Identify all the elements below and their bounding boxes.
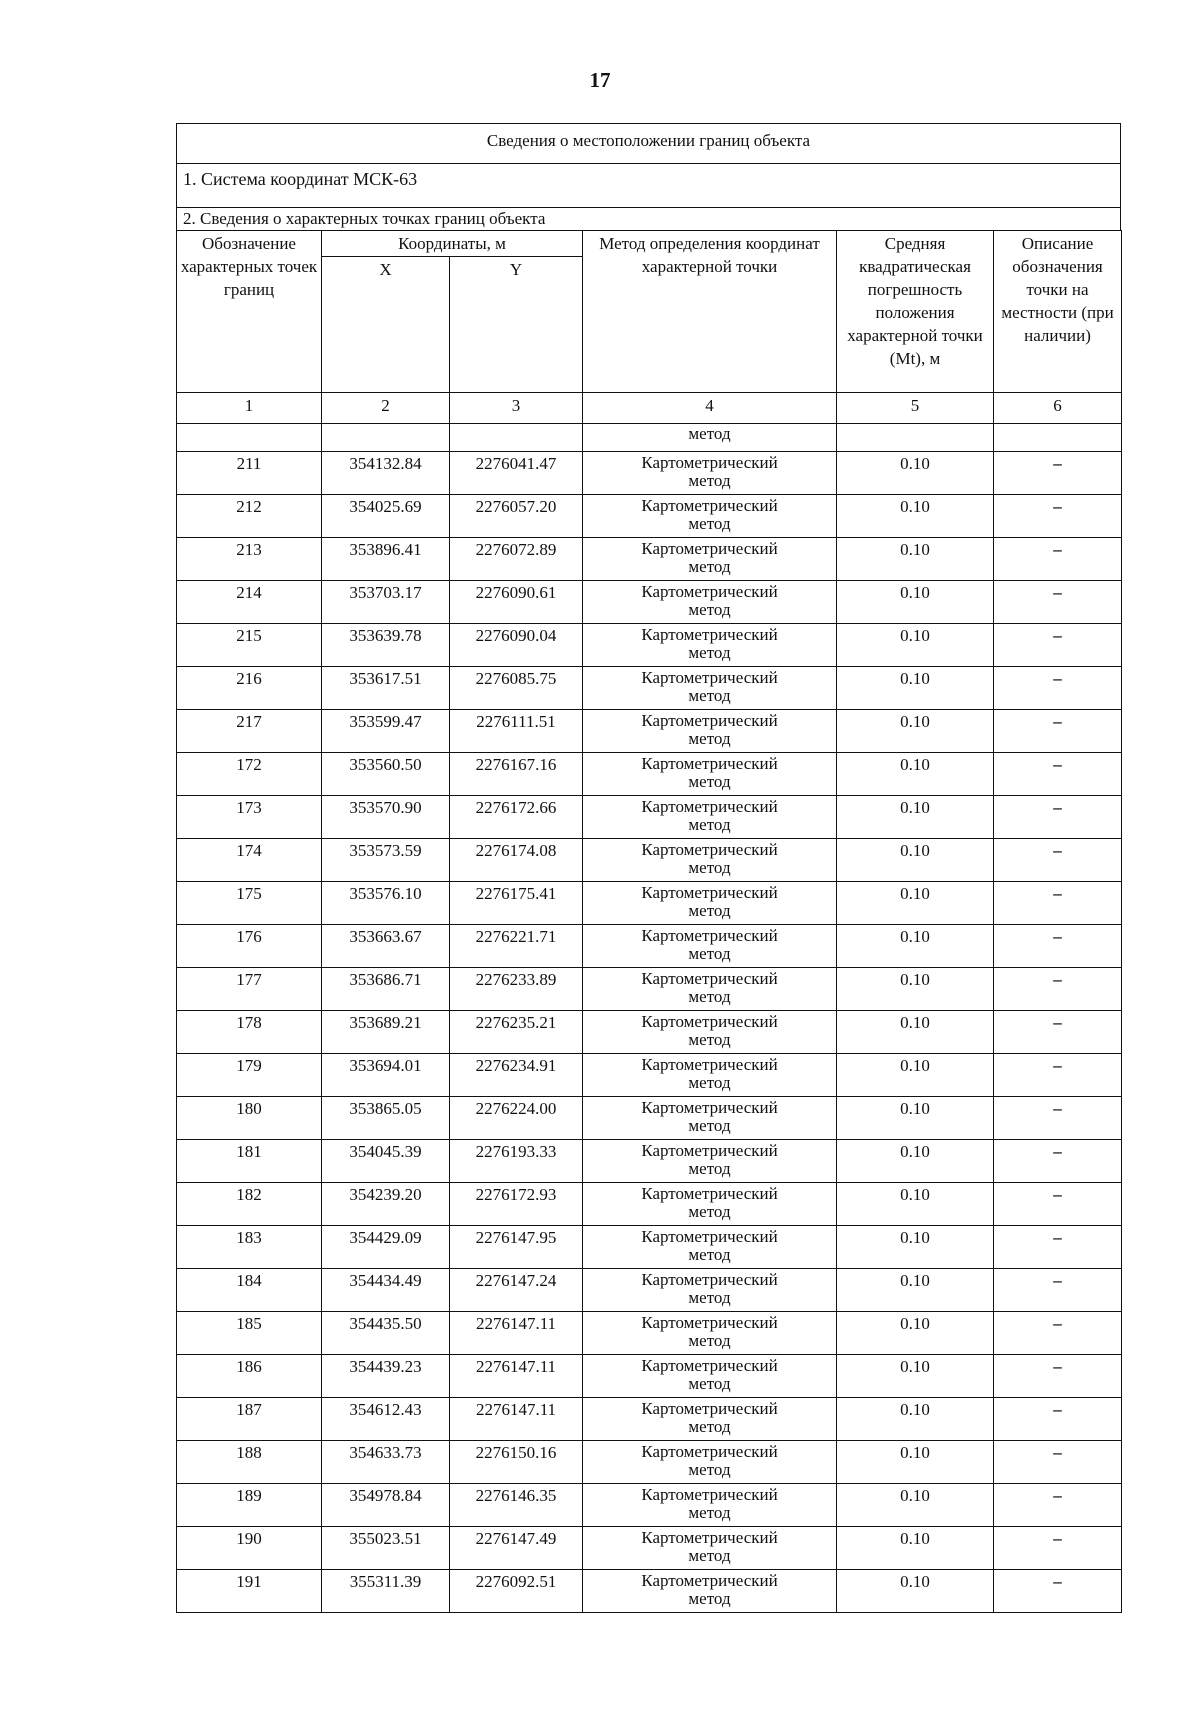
description-value: – bbox=[994, 538, 1122, 581]
point-number: 177 bbox=[177, 968, 322, 1011]
method-line2: метод bbox=[688, 686, 731, 705]
description-value: – bbox=[994, 1527, 1122, 1570]
coord-y: 2276092.51 bbox=[450, 1570, 583, 1613]
method-line2: метод bbox=[688, 1202, 731, 1221]
method-line2: метод bbox=[688, 858, 731, 877]
coord-x: 353573.59 bbox=[322, 839, 450, 882]
point-number: 190 bbox=[177, 1527, 322, 1570]
error-value: 0.10 bbox=[837, 538, 994, 581]
point-number: 175 bbox=[177, 882, 322, 925]
description-value: – bbox=[994, 1226, 1122, 1269]
col-header-y: Y bbox=[450, 257, 583, 393]
coord-y: 2276150.16 bbox=[450, 1441, 583, 1484]
method-cell bbox=[583, 925, 837, 968]
method-cell bbox=[583, 839, 837, 882]
error-value: 0.10 bbox=[837, 624, 994, 667]
method-cell bbox=[583, 1312, 837, 1355]
method-line1: Картометрический bbox=[641, 1571, 778, 1590]
table-row bbox=[177, 882, 1122, 925]
error-value: 0.10 bbox=[837, 968, 994, 1011]
coord-y: 2276147.95 bbox=[450, 1226, 583, 1269]
error-value: 0.10 bbox=[837, 495, 994, 538]
error-value: 0.10 bbox=[837, 1484, 994, 1527]
coord-y: 2276147.49 bbox=[450, 1527, 583, 1570]
continued-row bbox=[177, 424, 1122, 452]
method-line1: Картометрический bbox=[641, 668, 778, 687]
method-line1: Картометрический bbox=[641, 1141, 778, 1160]
table-row bbox=[177, 495, 1122, 538]
method-line1: Картометрический bbox=[641, 926, 778, 945]
coord-x: 354132.84 bbox=[322, 452, 450, 495]
coord-x: 354439.23 bbox=[322, 1355, 450, 1398]
coord-x: 353703.17 bbox=[322, 581, 450, 624]
coord-y: 2276147.11 bbox=[450, 1398, 583, 1441]
error-value: 0.10 bbox=[837, 1054, 994, 1097]
method-line1: Картометрический bbox=[641, 797, 778, 816]
coord-x: 353896.41 bbox=[322, 538, 450, 581]
coord-x: 354612.43 bbox=[322, 1398, 450, 1441]
coord-x: 353617.51 bbox=[322, 667, 450, 710]
method-line1: Картометрический bbox=[641, 1227, 778, 1246]
table-row bbox=[177, 1097, 1122, 1140]
error-value: 0.10 bbox=[837, 1140, 994, 1183]
section-title: Сведения о местоположении границ объекта bbox=[176, 123, 1121, 163]
coord-y: 2276147.24 bbox=[450, 1269, 583, 1312]
table-row bbox=[177, 1183, 1122, 1226]
error-value: 0.10 bbox=[837, 1441, 994, 1484]
column-number: 6 bbox=[994, 393, 1122, 424]
method-line2: метод bbox=[688, 514, 731, 533]
description-value: – bbox=[994, 452, 1122, 495]
table-row bbox=[177, 925, 1122, 968]
point-number: 182 bbox=[177, 1183, 322, 1226]
table-row bbox=[177, 1398, 1122, 1441]
coord-x: 354045.39 bbox=[322, 1140, 450, 1183]
description-value: – bbox=[994, 1484, 1122, 1527]
coord-y: 2276090.04 bbox=[450, 624, 583, 667]
coord-x: 354239.20 bbox=[322, 1183, 450, 1226]
coord-y: 2276147.11 bbox=[450, 1355, 583, 1398]
method-cell bbox=[583, 1441, 837, 1484]
method-line1: Картометрический bbox=[641, 840, 778, 859]
table-row bbox=[177, 667, 1122, 710]
method-cell bbox=[583, 1398, 837, 1441]
coord-y: 2276233.89 bbox=[450, 968, 583, 1011]
error-value: 0.10 bbox=[837, 1570, 994, 1613]
method-line2: метод bbox=[688, 1073, 731, 1092]
boundaries-document bbox=[176, 123, 1121, 1613]
coord-x: 354429.09 bbox=[322, 1226, 450, 1269]
coord-x: 355311.39 bbox=[322, 1570, 450, 1613]
error-value: 0.10 bbox=[837, 1269, 994, 1312]
table-row bbox=[177, 581, 1122, 624]
col-header-coords: Координаты, м bbox=[322, 231, 583, 257]
point-number: 179 bbox=[177, 1054, 322, 1097]
method-cell bbox=[583, 1011, 837, 1054]
coord-x: 353686.71 bbox=[322, 968, 450, 1011]
description-value: – bbox=[994, 495, 1122, 538]
method-line1: Картометрический bbox=[641, 1528, 778, 1547]
description-value: – bbox=[994, 1441, 1122, 1484]
method-line2: метод bbox=[688, 471, 731, 490]
method-line2: метод bbox=[688, 772, 731, 791]
coord-y: 2276224.00 bbox=[450, 1097, 583, 1140]
method-line1: Картометрический bbox=[641, 539, 778, 558]
table-row bbox=[177, 1226, 1122, 1269]
method-line1: Картометрический bbox=[641, 1485, 778, 1504]
col-header-designation: Обозначение характерных точек границ bbox=[177, 231, 322, 393]
method-line1: Картометрический bbox=[641, 1270, 778, 1289]
method-line2: метод bbox=[688, 1331, 731, 1350]
error-value: 0.10 bbox=[837, 1312, 994, 1355]
column-number: 5 bbox=[837, 393, 994, 424]
point-number: 184 bbox=[177, 1269, 322, 1312]
page-number: 17 bbox=[589, 68, 611, 92]
coord-x: 354025.69 bbox=[322, 495, 450, 538]
coord-x: 353599.47 bbox=[322, 710, 450, 753]
coord-x: 354435.50 bbox=[322, 1312, 450, 1355]
coord-y: 2276172.66 bbox=[450, 796, 583, 839]
method-line2: метод bbox=[688, 1460, 731, 1479]
method-cell bbox=[583, 1054, 837, 1097]
table-row bbox=[177, 1140, 1122, 1183]
description-value: – bbox=[994, 882, 1122, 925]
method-cell bbox=[583, 1183, 837, 1226]
point-number: 212 bbox=[177, 495, 322, 538]
coord-y: 2276072.89 bbox=[450, 538, 583, 581]
description-value: – bbox=[994, 796, 1122, 839]
coord-x: 354633.73 bbox=[322, 1441, 450, 1484]
method-line1: Картометрический bbox=[641, 496, 778, 515]
col-header-error: Средняя квадратическая погрешность положения характерной точки (Mt), м bbox=[837, 231, 994, 393]
error-value: 0.10 bbox=[837, 925, 994, 968]
error-value: 0.10 bbox=[837, 1011, 994, 1054]
coordinate-system: 1. Система координат МСК-63 bbox=[176, 163, 1121, 207]
method-line2: метод bbox=[688, 1030, 731, 1049]
point-number: 189 bbox=[177, 1484, 322, 1527]
method-cell bbox=[583, 581, 837, 624]
point-number: 174 bbox=[177, 839, 322, 882]
method-cell bbox=[583, 882, 837, 925]
column-number: 1 bbox=[177, 393, 322, 424]
point-number: 172 bbox=[177, 753, 322, 796]
error-value: 0.10 bbox=[837, 581, 994, 624]
error-value: 0.10 bbox=[837, 796, 994, 839]
coord-x: 353689.21 bbox=[322, 1011, 450, 1054]
col-header-x: X bbox=[322, 257, 450, 393]
point-number: 176 bbox=[177, 925, 322, 968]
coord-x: 353576.10 bbox=[322, 882, 450, 925]
method-cell bbox=[583, 968, 837, 1011]
point-number: 216 bbox=[177, 667, 322, 710]
description-value: – bbox=[994, 581, 1122, 624]
method-line2: метод bbox=[688, 901, 731, 920]
coord-y: 2276175.41 bbox=[450, 882, 583, 925]
method-cell bbox=[583, 1570, 837, 1613]
table-row bbox=[177, 753, 1122, 796]
table-row bbox=[177, 1011, 1122, 1054]
error-value: 0.10 bbox=[837, 839, 994, 882]
error-value: 0.10 bbox=[837, 882, 994, 925]
table-row bbox=[177, 968, 1122, 1011]
method-cell bbox=[583, 452, 837, 495]
coord-y: 2276193.33 bbox=[450, 1140, 583, 1183]
cell-empty bbox=[450, 424, 583, 452]
error-value: 0.10 bbox=[837, 1527, 994, 1570]
description-value: – bbox=[994, 1312, 1122, 1355]
table-row bbox=[177, 1527, 1122, 1570]
cell-empty bbox=[994, 424, 1122, 452]
column-numbers-row bbox=[177, 393, 1122, 424]
column-number: 3 bbox=[450, 393, 583, 424]
coord-y: 2276146.35 bbox=[450, 1484, 583, 1527]
method-line1: Картометрический bbox=[641, 582, 778, 601]
method-line2: метод bbox=[688, 1116, 731, 1135]
points-section-title: 2. Сведения о характерных точках границ объекта bbox=[176, 207, 1121, 230]
description-value: – bbox=[994, 624, 1122, 667]
table-row bbox=[177, 538, 1122, 581]
point-number: 180 bbox=[177, 1097, 322, 1140]
table-row bbox=[177, 1312, 1122, 1355]
description-value: – bbox=[994, 1011, 1122, 1054]
coord-y: 2276057.20 bbox=[450, 495, 583, 538]
coord-y: 2276041.47 bbox=[450, 452, 583, 495]
error-value: 0.10 bbox=[837, 452, 994, 495]
method-line1: Картометрический bbox=[641, 1055, 778, 1074]
description-value: – bbox=[994, 925, 1122, 968]
col-header-method: Метод определения координат характерной точки bbox=[583, 231, 837, 393]
method-cell bbox=[583, 667, 837, 710]
error-value: 0.10 bbox=[837, 1097, 994, 1140]
description-value: – bbox=[994, 1269, 1122, 1312]
description-value: – bbox=[994, 1140, 1122, 1183]
method-cell bbox=[583, 753, 837, 796]
error-value: 0.10 bbox=[837, 667, 994, 710]
method-cell bbox=[583, 1269, 837, 1312]
cell-empty bbox=[177, 424, 322, 452]
method-line1: Картометрический bbox=[641, 1399, 778, 1418]
method-line2: метод bbox=[688, 1417, 731, 1436]
method-cell bbox=[583, 624, 837, 667]
coord-x: 353639.78 bbox=[322, 624, 450, 667]
method-line2: метод bbox=[688, 1374, 731, 1393]
table-row bbox=[177, 452, 1122, 495]
table-row bbox=[177, 710, 1122, 753]
point-number: 213 bbox=[177, 538, 322, 581]
coord-y: 2276172.93 bbox=[450, 1183, 583, 1226]
method-line1: Картометрический bbox=[641, 453, 778, 472]
method-cell bbox=[583, 1484, 837, 1527]
method-cell bbox=[583, 495, 837, 538]
column-number: 2 bbox=[322, 393, 450, 424]
coord-x: 355023.51 bbox=[322, 1527, 450, 1570]
point-number: 191 bbox=[177, 1570, 322, 1613]
method-cell bbox=[583, 1226, 837, 1269]
table-row bbox=[177, 1269, 1122, 1312]
method-line1: Картометрический bbox=[641, 711, 778, 730]
coord-x: 353570.90 bbox=[322, 796, 450, 839]
method-cell bbox=[583, 796, 837, 839]
col-header-description: Описание обозначения точки на местности (при наличии) bbox=[994, 231, 1122, 393]
continued-method: метод bbox=[583, 424, 837, 452]
point-number: 217 bbox=[177, 710, 322, 753]
method-line2: метод bbox=[688, 729, 731, 748]
description-value: – bbox=[994, 667, 1122, 710]
method-line1: Картометрический bbox=[641, 1356, 778, 1375]
table-row bbox=[177, 1441, 1122, 1484]
coord-y: 2276147.11 bbox=[450, 1312, 583, 1355]
table-row bbox=[177, 1484, 1122, 1527]
coord-y: 2276111.51 bbox=[450, 710, 583, 753]
column-number: 4 bbox=[583, 393, 837, 424]
coord-x: 353865.05 bbox=[322, 1097, 450, 1140]
description-value: – bbox=[994, 1183, 1122, 1226]
point-number: 178 bbox=[177, 1011, 322, 1054]
point-number: 185 bbox=[177, 1312, 322, 1355]
coord-y: 2276167.16 bbox=[450, 753, 583, 796]
point-number: 215 bbox=[177, 624, 322, 667]
point-number: 186 bbox=[177, 1355, 322, 1398]
coord-y: 2276090.61 bbox=[450, 581, 583, 624]
cell-empty bbox=[837, 424, 994, 452]
table-header-row bbox=[177, 231, 1122, 257]
method-line1: Картометрический bbox=[641, 1442, 778, 1461]
coord-x: 353560.50 bbox=[322, 753, 450, 796]
description-value: – bbox=[994, 839, 1122, 882]
method-cell bbox=[583, 710, 837, 753]
coord-x: 354434.49 bbox=[322, 1269, 450, 1312]
method-line2: метод bbox=[688, 1159, 731, 1178]
coord-x: 353694.01 bbox=[322, 1054, 450, 1097]
error-value: 0.10 bbox=[837, 1183, 994, 1226]
cell-empty bbox=[322, 424, 450, 452]
method-line2: метод bbox=[688, 1245, 731, 1264]
table-row bbox=[177, 624, 1122, 667]
description-value: – bbox=[994, 1570, 1122, 1613]
table-row bbox=[177, 1355, 1122, 1398]
method-line1: Картометрический bbox=[641, 969, 778, 988]
method-line2: метод bbox=[688, 643, 731, 662]
table-row bbox=[177, 839, 1122, 882]
method-line2: метод bbox=[688, 1589, 731, 1608]
method-line2: метод bbox=[688, 557, 731, 576]
point-number: 173 bbox=[177, 796, 322, 839]
error-value: 0.10 bbox=[837, 1226, 994, 1269]
method-line2: метод bbox=[688, 1546, 731, 1565]
description-value: – bbox=[994, 968, 1122, 1011]
method-cell bbox=[583, 1355, 837, 1398]
method-line1: Картометрический bbox=[641, 625, 778, 644]
method-cell bbox=[583, 1097, 837, 1140]
description-value: – bbox=[994, 1398, 1122, 1441]
method-cell bbox=[583, 1140, 837, 1183]
method-line1: Картометрический bbox=[641, 1012, 778, 1031]
method-line1: Картометрический bbox=[641, 1313, 778, 1332]
description-value: – bbox=[994, 1097, 1122, 1140]
description-value: – bbox=[994, 1054, 1122, 1097]
method-cell bbox=[583, 1527, 837, 1570]
error-value: 0.10 bbox=[837, 753, 994, 796]
method-line2: метод bbox=[688, 1288, 731, 1307]
method-line2: метод bbox=[688, 987, 731, 1006]
boundary-points-table bbox=[176, 230, 1122, 1613]
point-number: 211 bbox=[177, 452, 322, 495]
coord-y: 2276221.71 bbox=[450, 925, 583, 968]
coord-y: 2276235.21 bbox=[450, 1011, 583, 1054]
table-row bbox=[177, 1054, 1122, 1097]
point-number: 181 bbox=[177, 1140, 322, 1183]
method-line2: метод bbox=[688, 1503, 731, 1522]
method-line1: Картометрический bbox=[641, 883, 778, 902]
coord-x: 354978.84 bbox=[322, 1484, 450, 1527]
method-line2: метод bbox=[688, 815, 731, 834]
point-number: 183 bbox=[177, 1226, 322, 1269]
point-number: 187 bbox=[177, 1398, 322, 1441]
method-cell bbox=[583, 538, 837, 581]
method-line2: метод bbox=[688, 600, 731, 619]
table-row bbox=[177, 796, 1122, 839]
method-line1: Картометрический bbox=[641, 1184, 778, 1203]
coord-y: 2276085.75 bbox=[450, 667, 583, 710]
description-value: – bbox=[994, 710, 1122, 753]
method-line1: Картометрический bbox=[641, 1098, 778, 1117]
description-value: – bbox=[994, 753, 1122, 796]
coord-y: 2276174.08 bbox=[450, 839, 583, 882]
point-number: 188 bbox=[177, 1441, 322, 1484]
method-line2: метод bbox=[688, 944, 731, 963]
coord-x: 353663.67 bbox=[322, 925, 450, 968]
error-value: 0.10 bbox=[837, 1355, 994, 1398]
error-value: 0.10 bbox=[837, 710, 994, 753]
error-value: 0.10 bbox=[837, 1398, 994, 1441]
method-line1: Картометрический bbox=[641, 754, 778, 773]
point-number: 214 bbox=[177, 581, 322, 624]
description-value: – bbox=[994, 1355, 1122, 1398]
coord-y: 2276234.91 bbox=[450, 1054, 583, 1097]
table-row bbox=[177, 1570, 1122, 1613]
